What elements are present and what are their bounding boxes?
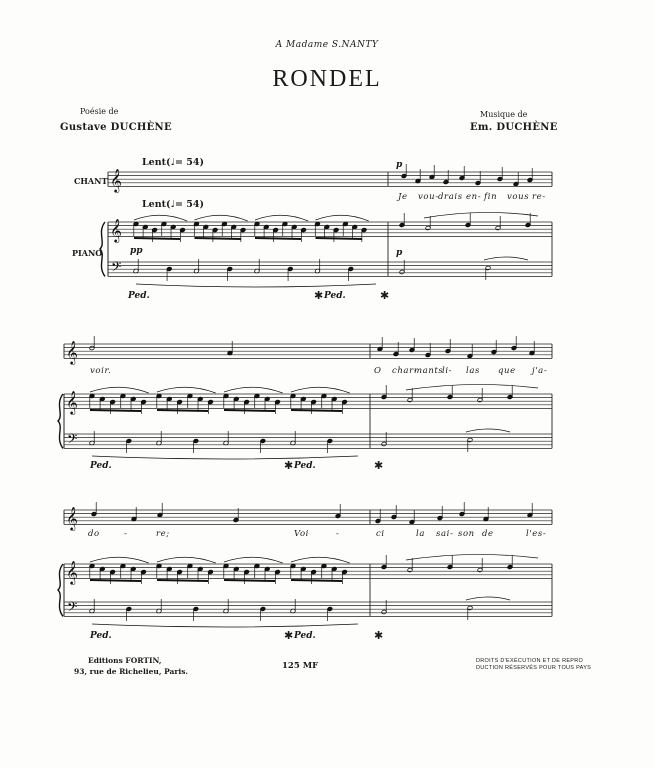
- dynamic-p-voice: p: [396, 160, 403, 170]
- slur: [255, 215, 308, 221]
- lyric: drais: [438, 192, 463, 202]
- bass-clef: 𝄢: [67, 599, 78, 618]
- treble-clef: 𝄞: [66, 506, 78, 530]
- dynamic-pp: pp: [130, 246, 143, 256]
- pedal-mark: Ped.: [294, 631, 316, 641]
- lyric: -: [124, 529, 128, 539]
- lyric: re;: [156, 529, 170, 539]
- rights-notice-line1: DROITS D'EXÉCUTION ET DE REPRO: [476, 658, 584, 664]
- beam: [224, 580, 276, 581]
- pedal-mark: Ped.: [128, 291, 150, 301]
- dedication: A Madame S.NANTY: [275, 40, 379, 50]
- slur: [406, 384, 538, 390]
- slur: [90, 557, 149, 563]
- composer-name: Em. DUCHÈNE: [470, 122, 558, 133]
- lyric: l'es-: [526, 529, 547, 539]
- treble-clef: 𝄞: [110, 168, 122, 192]
- slur: [92, 624, 358, 627]
- slur: [157, 557, 216, 563]
- lyric: sai-: [436, 529, 454, 539]
- composer-label: Musique de: [480, 110, 528, 119]
- slur: [224, 557, 283, 563]
- pedal-mark: Ped.: [324, 291, 346, 301]
- treble-clef: 𝄞: [110, 218, 122, 242]
- poet-name: Gustave DUCHÈNE: [60, 122, 172, 133]
- pedal-release: ✱: [380, 289, 390, 302]
- publisher: Editions FORTIN,: [88, 656, 162, 665]
- piano-part-label: PIANO: [72, 248, 103, 258]
- lyric: Je: [398, 192, 408, 202]
- slur: [484, 257, 528, 260]
- lyric: voir.: [90, 366, 112, 376]
- publisher-address: 93, rue de Richelieu, Paris.: [74, 667, 189, 676]
- beam: [157, 580, 209, 581]
- lyric: las: [466, 366, 480, 376]
- slur: [157, 387, 216, 393]
- lyric: do: [88, 529, 100, 539]
- lyric: -: [336, 529, 340, 539]
- lyric: son: [458, 529, 475, 539]
- pedal-mark: Ped.: [294, 461, 316, 471]
- bass-clef: 𝄢: [111, 259, 122, 278]
- lyric: vou-: [418, 192, 439, 202]
- bass-clef: 𝄢: [67, 431, 78, 450]
- beam: [134, 238, 181, 239]
- beam: [316, 238, 363, 239]
- slur: [195, 215, 248, 221]
- poet-label: Poésie de: [80, 107, 119, 116]
- system-brace: [58, 394, 63, 448]
- slur: [466, 429, 510, 432]
- beam: [291, 410, 343, 411]
- slur: [224, 387, 283, 393]
- slur: [406, 554, 538, 560]
- lyric: char-: [392, 366, 418, 376]
- pedal-mark: Ped.: [90, 461, 112, 471]
- treble-clef: 𝄞: [66, 390, 78, 414]
- plate-number: 125 MF: [282, 661, 319, 671]
- lyric: vous: [507, 192, 530, 202]
- beam: [224, 410, 276, 411]
- lyric: Voi: [294, 529, 309, 539]
- tempo-voice: Lent(♩= 54): [142, 157, 204, 168]
- treble-clef: 𝄞: [66, 340, 78, 364]
- beam: [90, 580, 142, 581]
- slur: [316, 215, 369, 221]
- pedal-release: ✱: [284, 459, 294, 472]
- staves: [58, 172, 552, 616]
- dynamic-p-piano: p: [396, 248, 403, 258]
- slur: [136, 284, 376, 287]
- lyric: j'a-: [532, 366, 548, 376]
- lyric: O: [374, 366, 382, 376]
- slur: [466, 597, 510, 600]
- lyric: en-: [466, 192, 482, 202]
- slur: [424, 212, 538, 218]
- lyric: li-: [442, 366, 453, 376]
- voice-part-label: CHANT: [74, 176, 108, 186]
- lyric: ci: [376, 529, 385, 539]
- system-brace: [58, 564, 63, 616]
- pedal-release: ✱: [284, 629, 294, 642]
- notes: [66, 164, 538, 627]
- beam: [195, 238, 242, 239]
- treble-clef: 𝄞: [66, 560, 78, 584]
- lyric: re-: [532, 192, 546, 202]
- slur: [92, 456, 358, 459]
- lyric: que: [498, 366, 516, 376]
- pedal-release: ✱: [374, 629, 384, 642]
- slur: [291, 387, 350, 393]
- tempo-piano: Lent(♩= 54): [142, 199, 204, 210]
- page-title: RONDEL: [272, 66, 382, 92]
- lyric: fin: [484, 192, 498, 202]
- beam: [255, 238, 302, 239]
- lyric: de: [482, 529, 494, 539]
- slur: [134, 215, 187, 221]
- pedal-release: ✱: [314, 289, 324, 302]
- slur: [291, 557, 350, 563]
- slur: [90, 387, 149, 393]
- pedal-release: ✱: [374, 459, 384, 472]
- lyric: la: [416, 529, 425, 539]
- beam: [157, 410, 209, 411]
- pedal-mark: Ped.: [90, 631, 112, 641]
- rights-notice-line2: DUCTION RÉSERVÉS POUR TOUS PAYS: [476, 665, 592, 671]
- beam: [291, 580, 343, 581]
- beam: [90, 410, 142, 411]
- lyric: mants: [414, 366, 444, 376]
